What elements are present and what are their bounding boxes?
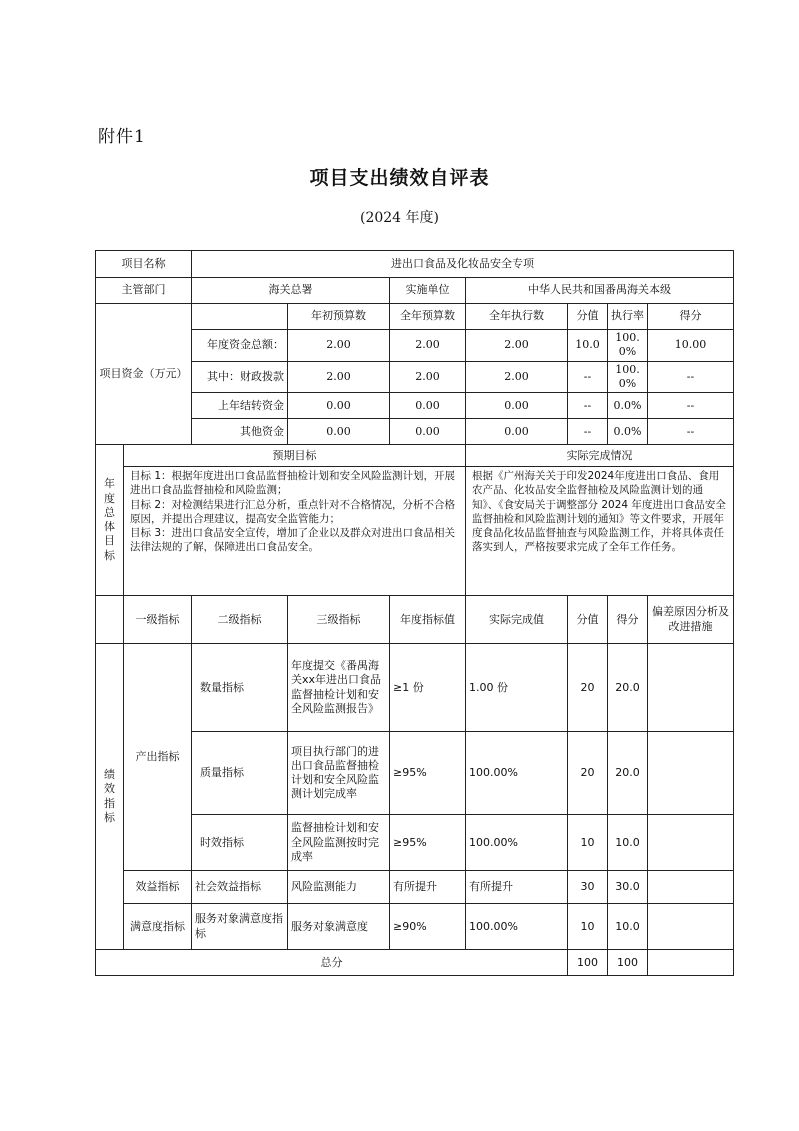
funds-header-annual: 全年预算数 <box>390 304 466 330</box>
performance-indicators-label <box>96 644 124 950</box>
total-score: 100 <box>608 950 648 976</box>
deviation-cell <box>648 871 734 904</box>
actual-header: 实际完成值 <box>466 596 568 644</box>
level3-cell: 服务对象满意度 <box>288 904 390 950</box>
total-deviation-blank <box>648 950 734 976</box>
funds-rate: 0.0% <box>608 393 648 419</box>
deviation-header: 偏差原因分析及改进措施 <box>648 596 734 644</box>
funds-annual: 0.00 <box>390 393 466 419</box>
funds-annual: 2.00 <box>390 330 466 362</box>
level2-header: 二级指标 <box>192 596 288 644</box>
funds-row-name: 上年结转资金 <box>192 393 288 419</box>
actual-cell: 100.00% <box>466 815 568 871</box>
indicators-side-char: 效 <box>104 782 115 796</box>
level2-cell: 质量指标 <box>192 732 288 815</box>
indicators-header-blank <box>96 596 124 644</box>
level3-header: 三级指标 <box>288 596 390 644</box>
funds-header-blank <box>192 304 288 330</box>
project-name-label: 项目名称 <box>96 251 192 278</box>
indicators-side-char: 绩 <box>104 768 115 782</box>
level2-cell: 数量指标 <box>192 644 288 732</box>
funds-rate: 0.0% <box>608 419 648 445</box>
funds-init: 0.00 <box>288 393 390 419</box>
actual-cell: 1.00 份 <box>466 644 568 732</box>
indicators-side-char: 指 <box>104 796 115 810</box>
funds-score-value: -- <box>568 361 608 393</box>
funds-header-row <box>96 304 734 330</box>
deviation-cell <box>648 644 734 732</box>
project-name-row <box>96 251 734 278</box>
total-row <box>96 950 734 976</box>
funds-score: -- <box>648 419 734 445</box>
funds-row <box>96 393 734 419</box>
goal-item: 目标 3：进出口食品安全宣传，增加了企业以及群众对进出口食品相关法律法规的了解，保障进出口食品安全。 <box>130 526 456 554</box>
level2-cell: 社会效益指标 <box>192 871 288 904</box>
score-cell: 10.0 <box>608 904 648 950</box>
level3-cell: 年度提交《番禺海关xx年进出口食品监督抽检计划和安全风险监测报告》 <box>288 644 390 732</box>
funds-init: 2.00 <box>288 361 390 393</box>
indicators-side-char: 标 <box>104 810 115 824</box>
level3-cell: 监督抽检计划和安全风险监测按时完成率 <box>288 815 390 871</box>
funds-rate: 100.0% <box>608 330 648 362</box>
funds-init: 2.00 <box>288 330 390 362</box>
attachment-label: 附件1 <box>98 127 146 147</box>
level2-cell: 时效指标 <box>192 815 288 871</box>
funds-header-exec: 全年执行数 <box>466 304 568 330</box>
funds-row <box>96 330 734 362</box>
indicator-row <box>96 732 734 815</box>
actual-cell: 有所提升 <box>466 871 568 904</box>
funds-score-value: -- <box>568 393 608 419</box>
total-label: 总分 <box>96 950 568 976</box>
funds-annual: 2.00 <box>390 361 466 393</box>
actual-cell: 100.00% <box>466 732 568 815</box>
funds-row-name: 其中：财政拨款 <box>192 361 288 393</box>
impl-label: 实施单位 <box>390 278 466 304</box>
score-cell: 20.0 <box>608 644 648 732</box>
level3-cell: 项目执行部门的进出口食品监督抽检计划和安全风险监测计划完成率 <box>288 732 390 815</box>
goals-side-char: 标 <box>104 548 115 562</box>
target-cell: ≥95% <box>390 815 466 871</box>
goals-side-char: 度 <box>104 491 115 505</box>
funds-label: 项目资金（万元） <box>96 304 192 445</box>
deviation-cell <box>648 732 734 815</box>
satisfaction-indicators-label: 满意度指标 <box>124 904 192 950</box>
expected-goals-text <box>124 467 466 596</box>
score-value-cell: 10 <box>568 904 608 950</box>
funds-score: 10.00 <box>648 330 734 362</box>
goals-content-row <box>96 467 734 596</box>
total-score-value: 100 <box>568 950 608 976</box>
funds-exec: 2.00 <box>466 330 568 362</box>
funds-row-name: 其他资金 <box>192 419 288 445</box>
funds-exec: 2.00 <box>466 361 568 393</box>
output-indicators-label: 产出指标 <box>124 644 192 871</box>
score-value-cell: 10 <box>568 815 608 871</box>
goals-side-char: 目 <box>104 534 115 548</box>
funds-exec: 0.00 <box>466 419 568 445</box>
funds-exec: 0.00 <box>466 393 568 419</box>
indicator-row <box>96 644 734 732</box>
target-cell: ≥90% <box>390 904 466 950</box>
score-value-cell: 20 <box>568 644 608 732</box>
actual-cell: 100.00% <box>466 904 568 950</box>
level3-cell: 风险监测能力 <box>288 871 390 904</box>
funds-score-value: -- <box>568 419 608 445</box>
target-cell: ≥95% <box>390 732 466 815</box>
actual-completion-text: 根据《广州海关关于印发2024年度进出口食品、食用农产品、化妆品安全监督抽检及风险监测计划的通知》、《食安局关于调整部分 2024 年度进出口食品安全监督抽检和风险监测计划的通知》等文件要求，开展年度食品化妆品监督抽查与风险监测工作，并将具体责任落实到人，严格按要求完成了全年工作任务。 <box>466 467 734 596</box>
funds-init: 0.00 <box>288 419 390 445</box>
score-value-cell: 20 <box>568 732 608 815</box>
goals-side-char: 总 <box>104 505 115 519</box>
deviation-cell <box>648 815 734 871</box>
goals-side-char: 体 <box>104 520 115 534</box>
funds-score: -- <box>648 361 734 393</box>
goals-header-row <box>96 445 734 467</box>
target-cell: 有所提升 <box>390 871 466 904</box>
self-evaluation-table <box>95 250 734 976</box>
page-title: 项目支出绩效自评表 <box>309 167 490 189</box>
goal-item: 目标 1：根据年度进出口食品监督抽检计划和安全风险监测计划，开展进出口食品监督抽检和风险监测； <box>130 470 456 497</box>
funds-row <box>96 361 734 393</box>
funds-score: -- <box>648 393 734 419</box>
funds-row-name: 年度资金总额： <box>192 330 288 362</box>
goal-item: 目标 2：对检测结果进行汇总分析，重点针对不合格情况，分析不合格原因，并提出合理建议，提高安全监管能力； <box>130 498 456 525</box>
department-row <box>96 278 734 304</box>
score-cell: 20.0 <box>608 732 648 815</box>
goals-side-char: 年 <box>104 477 115 491</box>
indicator-row <box>96 815 734 871</box>
funds-header-init: 年初预算数 <box>288 304 390 330</box>
score-cell: 10.0 <box>608 815 648 871</box>
indicators-header-row <box>96 596 734 644</box>
funds-header-score: 得分 <box>648 304 734 330</box>
indicator-row <box>96 904 734 950</box>
score-value-header: 分值 <box>568 596 608 644</box>
deviation-cell <box>648 904 734 950</box>
funds-rate: 100.0% <box>608 361 648 393</box>
score-cell: 30.0 <box>608 871 648 904</box>
level1-header: 一级指标 <box>124 596 192 644</box>
dept-value: 海关总署 <box>192 278 390 304</box>
year-label: (2024 年度) <box>359 210 439 226</box>
level2-cell: 服务对象满意度指标 <box>192 904 288 950</box>
score-header: 得分 <box>608 596 648 644</box>
expected-goals-header: 预期目标 <box>124 445 466 467</box>
funds-header-rate: 执行率 <box>608 304 648 330</box>
funds-header-score-value: 分值 <box>568 304 608 330</box>
score-value-cell: 30 <box>568 871 608 904</box>
benefit-indicators-label: 效益指标 <box>124 871 192 904</box>
dept-label: 主管部门 <box>96 278 192 304</box>
target-header: 年度指标值 <box>390 596 466 644</box>
funds-row <box>96 419 734 445</box>
funds-score-value: 10.0 <box>568 330 608 362</box>
impl-value: 中华人民共和国番禺海关本级 <box>466 278 734 304</box>
indicator-row <box>96 871 734 904</box>
annual-goals-label <box>96 445 124 596</box>
project-name-value: 进出口食品及化妆品安全专项 <box>192 251 734 278</box>
funds-annual: 0.00 <box>390 419 466 445</box>
actual-goals-header: 实际完成情况 <box>466 445 734 467</box>
target-cell: ≥1 份 <box>390 644 466 732</box>
